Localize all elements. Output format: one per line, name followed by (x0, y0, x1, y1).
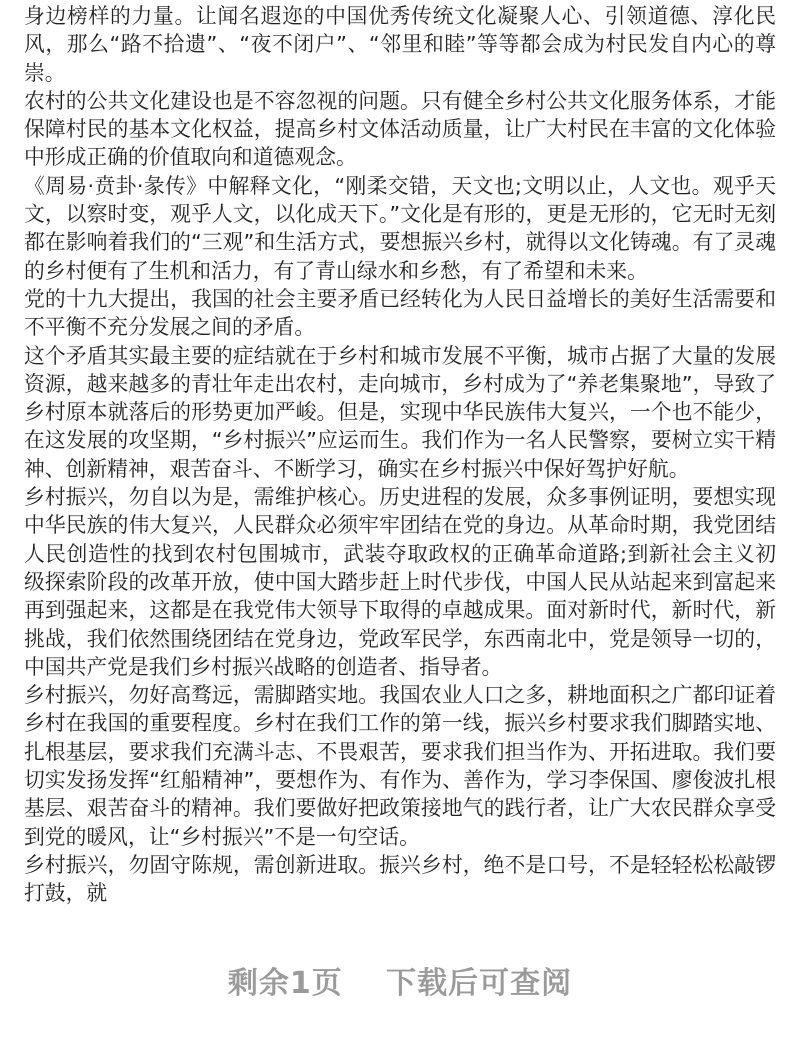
remaining-pages-label: 剩余1页 (227, 965, 343, 1001)
paragraph: 乡村振兴，勿自以为是，需维护核心。历史进程的发展，众多事例证明，要想实现中华民族的伟大复兴，人民群众必须牢牢团结在党的身边。从革命时期，我党团结人民创造性的找到农村包围城市，武装夺取政权的正确革命道路;到新社会主义初级探索阶段的改革开放，使中国大踏步赶上时代步伐，中国人民从站起来到富起来再到强起来，这都是在我党伟大领导下取得的卓越成果。面对新时代，新时代，新挑战，我们依然围绕团结在党身边，党政军民学，东西南北中，党是领导一切的，中国共产党是我们乡村振兴战略的创造者、指导者。 (24, 485, 776, 679)
preview-limit-notice[interactable] (0, 964, 800, 1044)
paragraph: 农村的公共文化建设也是不容忽视的问题。只有健全乡村公共文化服务体系，才能保障村民的基本文化权益，提高乡村文体活动质量，让广大村民在丰富的文化体验中形成正确的价值取向和道德观念。 (24, 88, 776, 170)
paragraph: 这个矛盾其实最主要的症结就在于乡村和城市发展不平衡，城市占据了大量的发展资源，越来越多的青壮年走出农村，走向城市，乡村成为了“养老集聚地”，导致了乡村原本就落后的形势更加严峻。但是，实现中华民族伟大复兴，一个也不能少，在这发展的攻坚期，“乡村振兴”应运而生。我们作为一名人民警察，要树立实干精神、创新精神，艰苦奋斗、不断学习，确实在乡村振兴中保好驾护好航。 (24, 343, 776, 481)
document-body (24, 0, 776, 908)
paragraph: 身边榜样的力量。让闻名遐迩的中国优秀传统文化凝聚人心、引领道德、淳化民风，那么“路不拾遗”、“夜不闭户”、“邻里和睦”等等都会成为村民发自内心的尊崇。 (24, 4, 776, 85)
paragraph: 乡村振兴，勿好高骛远，需脚踏实地。我国农业人口之多，耕地面积之广都印证着乡村在我国的重要程度。乡村在我们工作的第一线，振兴乡村要求我们脚踏实地、扎根基层，要求我们充满斗志、不畏艰苦，要求我们担当作为、开拓进取。我们要切实发扬发挥“红船精神”，要想作为、有作为、善作为，学习李保国、廖俊波扎根基层、艰苦奋斗的精神。我们要做好把政策接地气的践行者，让广大农民群众享受到党的暖风，让“乡村振兴”不是一句空话。 (24, 683, 776, 849)
paragraph: 乡村振兴，勿固守陈规，需创新进取。振兴乡村，绝不是口号，不是轻轻松松敲锣打鼓，就 (24, 852, 776, 906)
download-hint-label[interactable]: 下载后可查阅 (386, 965, 573, 1001)
paragraph: 党的十九大提出，我国的社会主要矛盾已经转化为人民日益增长的美好生活需要和不平衡不充分发展之间的矛盾。 (24, 286, 776, 340)
paragraph: 《周易·贲卦·彖传》中解释文化，“刚柔交错，天文也;文明以止，人文也。观乎天文，以察时变，观乎人文，以化成天下。”文化是有形的，更是无形的，它无时无刻都在影响着我们的“三观”和生活方式，要想振兴乡村，就得以文化铸魂。有了灵魂的乡村便有了生机和活力，有了青山绿水和乡愁，有了希望和未来。 (24, 173, 776, 283)
